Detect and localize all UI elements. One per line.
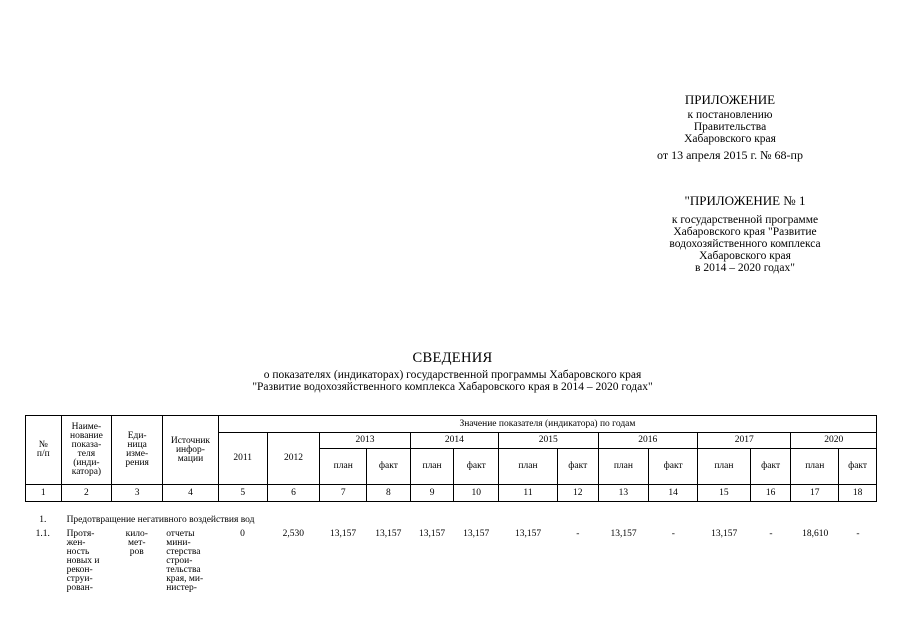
column-number: 13 xyxy=(598,485,649,502)
year-header: 2015 xyxy=(499,433,598,449)
appendix-1-line: Хабаровского края "Развитие xyxy=(673,226,817,238)
column-header-source: Источник инфор- мации xyxy=(163,416,219,485)
column-number: 5 xyxy=(218,485,267,502)
plan-header: план xyxy=(598,449,649,485)
document-subtitle: "Развитие водохозяйственного комплекса Хабаровского края в 2014 – 2020 годах" xyxy=(252,381,653,393)
fact-header: факт xyxy=(649,449,698,485)
indicators-table-header xyxy=(25,415,877,502)
column-number: 2 xyxy=(61,485,112,502)
appendix-1-line: Хабаровского края xyxy=(699,250,791,262)
column-number: 17 xyxy=(791,485,839,502)
appendix-1-header xyxy=(630,193,860,274)
appendix-1-line: к государственной программе xyxy=(671,214,819,226)
column-number: 11 xyxy=(499,485,558,502)
table-row xyxy=(25,530,877,593)
row-value: - xyxy=(769,529,773,539)
row-value: 13,157 xyxy=(418,529,446,539)
row-value: 13,157 xyxy=(514,529,542,539)
appendix-line: к постановлению xyxy=(687,109,773,121)
appendix-title: ПРИЛОЖЕНИЕ xyxy=(684,92,776,107)
row-value: 2,530 xyxy=(282,529,304,539)
row-value: 18,610 xyxy=(802,529,829,539)
column-number: 7 xyxy=(320,485,367,502)
row-value: - xyxy=(671,529,675,539)
section-row xyxy=(25,510,877,530)
column-number: 8 xyxy=(367,485,411,502)
plan-header: план xyxy=(698,449,751,485)
row-value: - xyxy=(576,529,580,539)
row-unit: кило- мет- ров xyxy=(125,529,148,557)
row-value: - xyxy=(856,529,860,539)
column-header-indicator-name: Наиме- нование показа- теля (инди- катора) xyxy=(61,416,112,485)
appendix-1-line: водохозяйственного комплекса xyxy=(669,238,821,250)
fact-header: факт xyxy=(557,449,598,485)
fact-header: факт xyxy=(367,449,411,485)
column-number: 18 xyxy=(839,485,877,502)
row-number: 1.1. xyxy=(35,529,50,539)
values-by-year-header: Значение показателя (индикатора) по годам xyxy=(218,416,876,433)
document-title: СВЕДЕНИЯ xyxy=(412,350,493,366)
row-value: 13,157 xyxy=(330,529,357,539)
column-header-number: № п/п xyxy=(26,416,62,485)
column-number: 12 xyxy=(557,485,598,502)
column-number: 6 xyxy=(267,485,320,502)
document-subtitle: о показателях (индикаторах) государственной программы Хабаровского края xyxy=(263,369,642,381)
appendix-date: от 13 апреля 2015 г. № 68-пр xyxy=(657,148,803,162)
fact-header: факт xyxy=(750,449,791,485)
column-number: 16 xyxy=(750,485,791,502)
column-number: 3 xyxy=(112,485,163,502)
plan-header: план xyxy=(499,449,558,485)
plan-header: план xyxy=(410,449,454,485)
row-value: 13,157 xyxy=(463,529,490,539)
column-number: 10 xyxy=(454,485,499,502)
indicators-table-body xyxy=(25,510,877,593)
appendix-line: Правительства xyxy=(693,121,767,133)
appendix-line: Хабаровского края xyxy=(684,133,776,145)
year-header: 2014 xyxy=(410,433,498,449)
section-title: Предотвращение негативного воздействия вод xyxy=(66,514,255,525)
column-header-unit: Еди- ница изме- рения xyxy=(112,416,163,485)
fact-header: факт xyxy=(839,449,877,485)
appendix-header xyxy=(640,92,820,161)
year-header: 2012 xyxy=(267,433,320,485)
column-number: 9 xyxy=(410,485,454,502)
year-header: 2016 xyxy=(598,433,697,449)
column-number: 1 xyxy=(26,485,62,502)
plan-header: план xyxy=(791,449,839,485)
column-number: 14 xyxy=(649,485,698,502)
column-number: 4 xyxy=(163,485,219,502)
row-indicator-name: Протя- жен- ность новых и рекон- струи- рован- xyxy=(66,529,100,593)
year-header: 2013 xyxy=(320,433,410,449)
appendix-1-title: "ПРИЛОЖЕНИЕ № 1 xyxy=(684,193,806,208)
year-header: 2020 xyxy=(791,433,877,449)
year-header: 2017 xyxy=(698,433,791,449)
fact-header: факт xyxy=(454,449,499,485)
row-value: 13,157 xyxy=(711,529,738,539)
year-header: 2011 xyxy=(218,433,267,485)
row-value: 0 xyxy=(240,529,245,539)
row-value: 13,157 xyxy=(610,529,637,539)
column-number: 15 xyxy=(698,485,751,502)
section-number: 1. xyxy=(39,514,47,525)
row-value: 13,157 xyxy=(375,529,402,539)
row-source: отчеты мини- стерства строи- тельства края, ми- нистер- xyxy=(166,529,204,593)
document-title-block xyxy=(180,349,725,393)
plan-header: план xyxy=(320,449,367,485)
appendix-1-line: в 2014 – 2020 годах" xyxy=(695,262,795,274)
